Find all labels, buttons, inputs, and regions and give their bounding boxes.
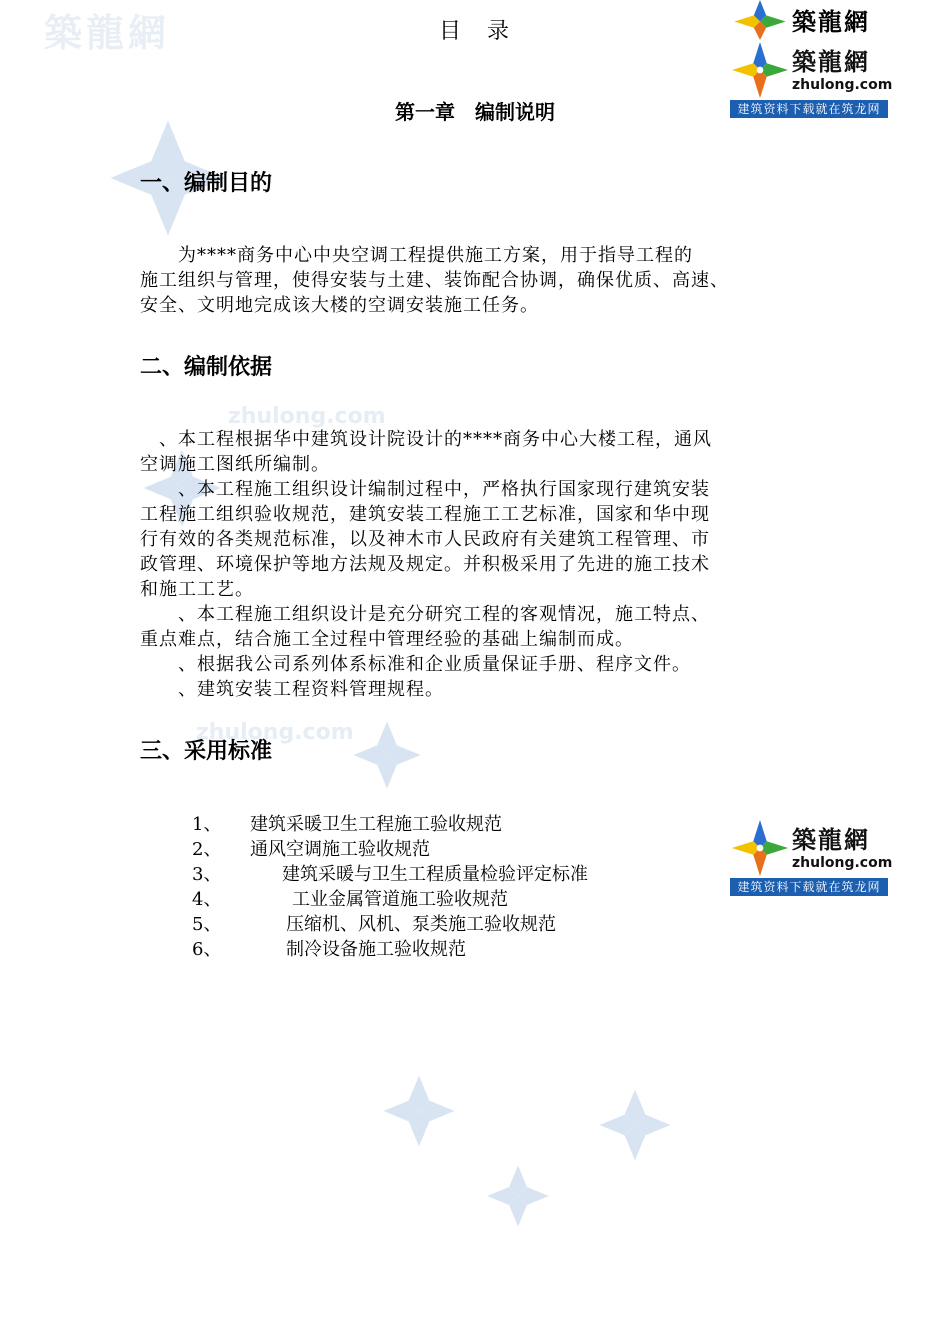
list-item-number: 6、 <box>192 939 222 960</box>
logo-slogan-band: 建筑资料下载就在筑龙网 <box>730 100 888 118</box>
list-item-text: 建筑采暖与卫生工程质量检验评定标准 <box>282 864 588 885</box>
list-item-number: 1、 <box>192 814 222 835</box>
list-item-number: 4、 <box>192 889 222 910</box>
logo-slogan-band: 建筑资料下载就在筑龙网 <box>730 878 888 896</box>
paragraph-line: 行有效的各类规范标准，以及神木市人民政府有关建筑工程管理、市 <box>140 529 710 550</box>
logo-cn-text: 築龍網 <box>792 7 870 36</box>
watermark-text: 築龍網 <box>44 10 171 55</box>
paragraph-line: 空调施工图纸所编制。 <box>140 454 330 475</box>
paragraph-line: 施工组织与管理，使得安装与土建、装饰配合协调，确保优质、高速、 <box>140 270 729 291</box>
zhulong-flower-icon <box>486 1164 550 1228</box>
paragraph-line: 安全、文明地完成该大楼的空调安装施工任务。 <box>140 295 539 316</box>
paragraph-line: 和施工工艺。 <box>140 579 254 600</box>
list-item-text: 建筑采暖卫生工程施工验收规范 <box>250 814 502 835</box>
watermark-url: zhulong.com <box>228 404 386 429</box>
list-item-text: 工业金属管道施工验收规范 <box>292 889 508 910</box>
paragraph-line: 政管理、环境保护等地方法规及规定。并积极采用了先进的施工技术 <box>140 554 710 575</box>
paragraph-line: 、本工程施工组织设计编制过程中，严格执行国家现行建筑安装 <box>140 479 710 500</box>
section-heading-standards: 三、采用标准 <box>140 739 273 764</box>
section-heading-purpose: 一、编制目的 <box>140 171 273 196</box>
logo-cn-text: 築龍網 <box>792 47 870 76</box>
paragraph-line: 为****商务中心中央空调工程提供施工方案，用于指导工程的 <box>140 245 693 266</box>
paragraph-line: 、建筑安装工程资料管理规程。 <box>140 679 444 700</box>
paragraph-line: 、根据我公司系列体系标准和企业质量保证手册、程序文件。 <box>140 654 691 675</box>
logo-en-text: zhulong.com <box>792 77 893 93</box>
list-item-text: 压缩机、风机、泵类施工验收规范 <box>286 914 556 935</box>
logo-en-text: zhulong.com <box>792 855 893 871</box>
chapter-title: 第一章 编制说明 <box>395 100 555 124</box>
section-paragraph-purpose <box>140 243 840 318</box>
zhulong-logo <box>730 818 893 898</box>
logo-cn-text: 築龍網 <box>792 825 870 854</box>
list-item-number: 3、 <box>192 864 222 885</box>
zhulong-flower-icon <box>598 1088 672 1162</box>
paragraph-line: 工程施工组织验收规范，建筑安装工程施工工艺标准，国家和华中现 <box>140 504 710 525</box>
zhulong-flower-icon <box>352 720 422 790</box>
paragraph-line: 、本工程根据华中建筑设计院设计的****商务中心大楼工程，通风 <box>140 429 712 450</box>
section-paragraph-basis <box>140 427 840 702</box>
list-item-number: 5、 <box>192 914 222 935</box>
list-item-number: 2、 <box>192 839 222 860</box>
list-item-text: 制冷设备施工验收规范 <box>286 939 466 960</box>
section-heading-basis: 二、编制依据 <box>140 355 273 380</box>
zhulong-flower-icon <box>732 820 788 876</box>
zhulong-flower-icon <box>732 42 788 98</box>
zhulong-flower-icon <box>382 1074 456 1148</box>
toc-title: 目 录 <box>438 19 511 44</box>
watermark-url: zhulong.com <box>196 720 354 745</box>
list-item-text: 通风空调施工验收规范 <box>250 839 430 860</box>
paragraph-line: 、本工程施工组织设计是充分研究工程的客观情况，施工特点、 <box>140 604 710 625</box>
paragraph-line: 重点难点，结合施工全过程中管理经验的基础上编制而成。 <box>140 629 634 650</box>
